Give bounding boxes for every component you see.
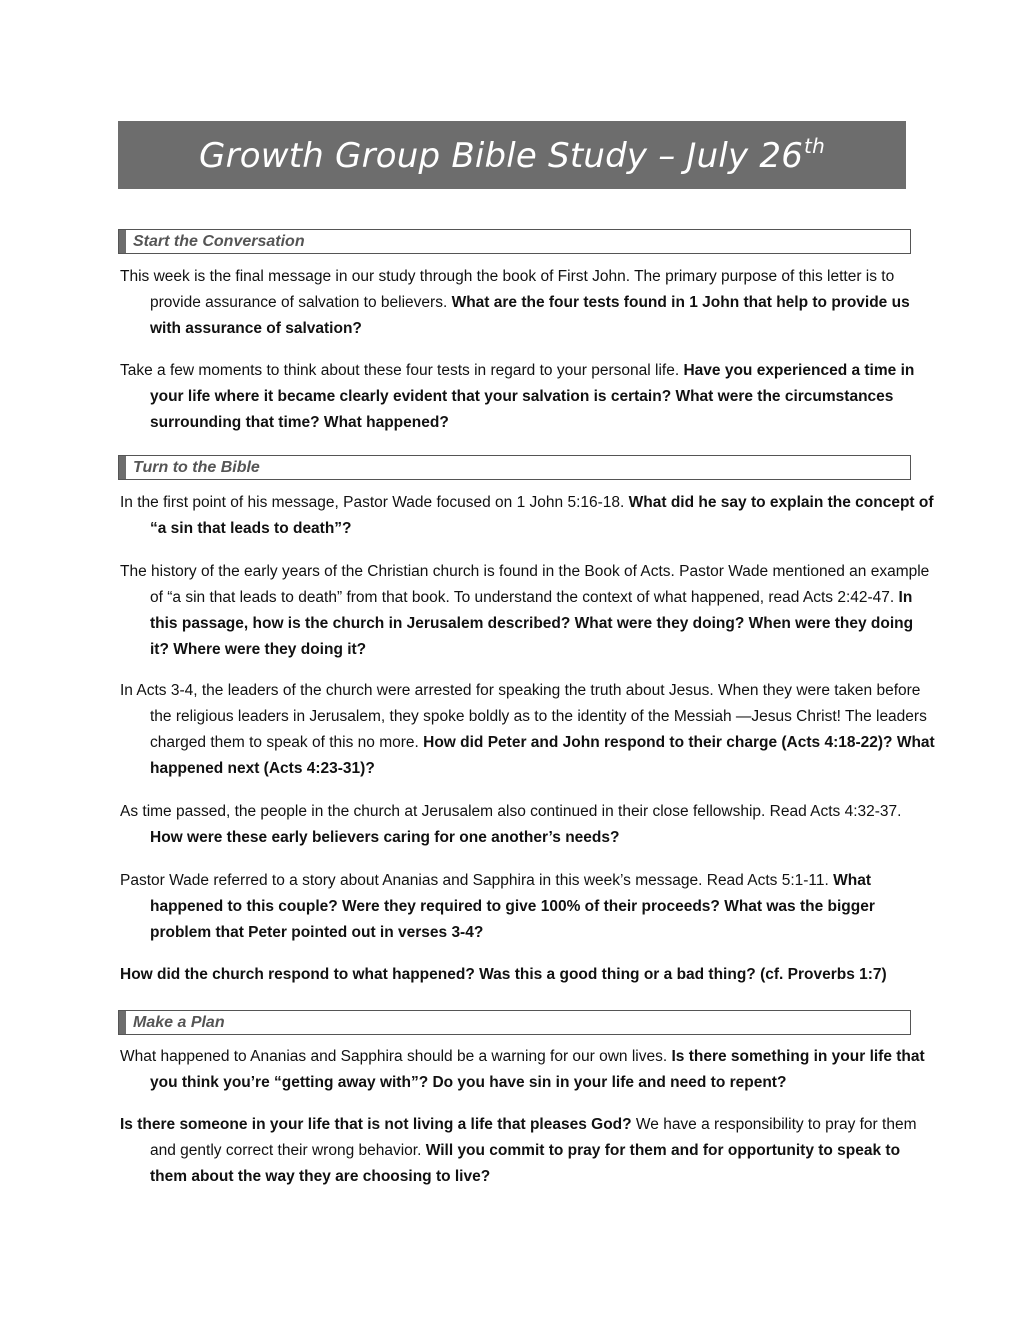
paragraph: How did the church respond to what happened? Was this a good thing or a bad thing? (cf. Proverbs 1:7) [120, 966, 887, 983]
paragraph: In Acts 3-4, the leaders of the church were arrested for speaking the truth about Jesus. When they were taken before the religious leaders in Jerusalem, they spoke boldly as to the identity of the Messiah —Jesus Christ! The leaders charged them to speak of this no more. How did Peter and John respond to their charge (Acts 4:18-22)? What happened next (Acts 4:23-31)? [120, 682, 935, 777]
section-title: Turn to the Bible [133, 458, 260, 476]
title-banner [118, 121, 906, 189]
section-header-bible [118, 455, 911, 480]
section-bar [119, 456, 126, 479]
page-title: Growth Group Bible Study – July 26th [199, 134, 825, 176]
paragraph: What happened to Ananias and Sapphira should be a warning for our own lives. Is there something in your life that you think you’re “getting away with”? Do you have sin in your life and need to repent? [120, 1048, 925, 1091]
paragraph: In the first point of his message, Pastor Wade focused on 1 John 5:16-18. What did he say to explain the concept of “a sin that leads to death”? [120, 494, 934, 537]
section-header-start [118, 229, 911, 254]
paragraph: Pastor Wade referred to a story about Ananias and Sapphira in this week’s message. Read Acts 5:1-11. What happened to this couple? Were they required to give 100% of their proceeds? What was the bigger problem that Peter pointed out in verses 3-4? [120, 872, 875, 941]
section-bar [119, 1011, 126, 1034]
paragraph: As time passed, the people in the church at Jerusalem also continued in their close fellowship. Read Acts 4:32-37. How were these early believers caring for one another’s needs? [120, 803, 902, 846]
section-title: Make a Plan [133, 1013, 225, 1031]
title-superscript: th [804, 134, 825, 158]
section-bar [119, 230, 126, 253]
section-header-plan [118, 1010, 911, 1035]
section-title: Start the Conversation [133, 232, 305, 250]
paragraph: The history of the early years of the Christian church is found in the Book of Acts. Pastor Wade mentioned an example of “a sin that leads to death” from that book. To understand the context of what happened, read Acts 2:42-47. In this passage, how is the church in Jerusalem described? What were they doing? When were they doing it? Where were they doing it? [120, 563, 930, 658]
paragraph: Take a few moments to think about these four tests in regard to your personal life. Have you experienced a time in your life where it became clearly evident that your salvation is certain? What were the circumstances surrounding that time? What happened? [120, 362, 915, 431]
paragraph: Is there someone in your life that is not living a life that pleases God? We have a responsibility to pray for them and gently correct their wrong behavior. Will you commit to pray for them and for opportunity to speak to them about the way they are choosing to live? [120, 1116, 917, 1185]
paragraph: This week is the final message in our study through the book of First John. The primary purpose of this letter is to provide assurance of salvation to believers. What are the four tests found in 1 John that help to provide us with assurance of salvation? [120, 268, 910, 337]
